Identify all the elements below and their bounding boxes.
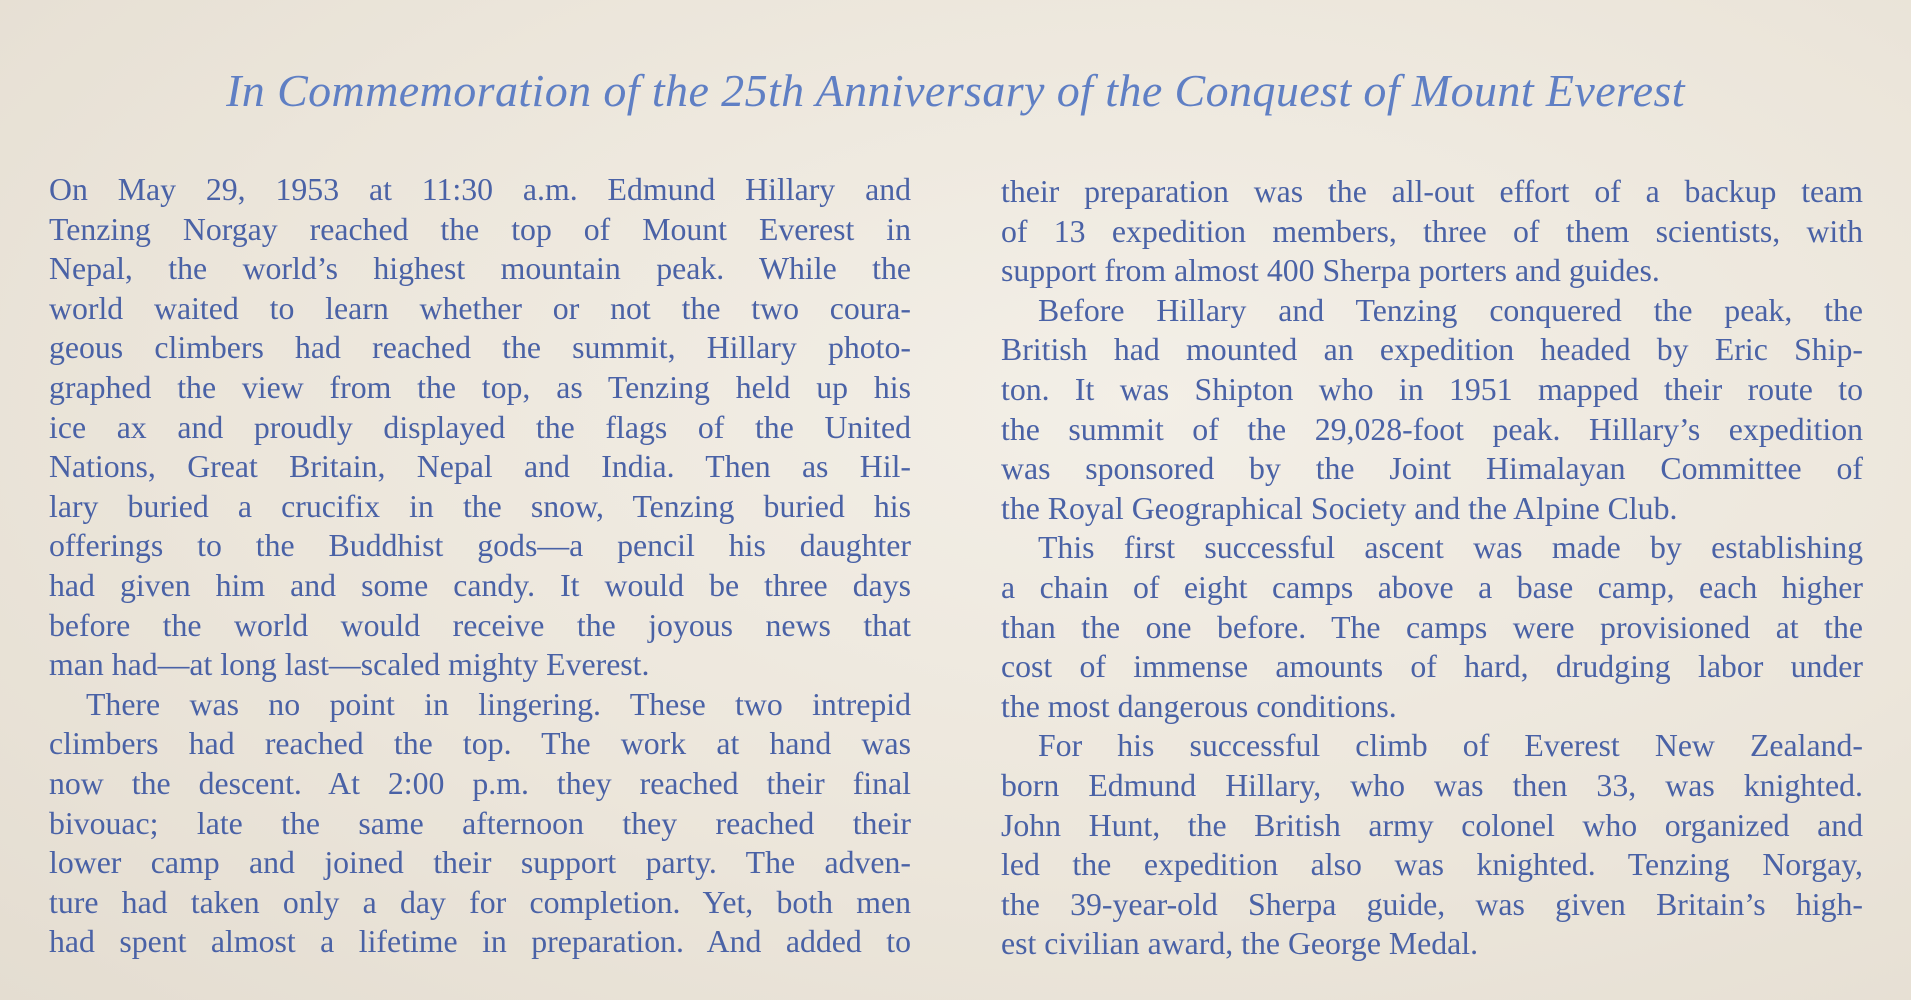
text-line: led the expedition also was knighted. Tenzing Norgay,	[1001, 847, 1863, 883]
text-line: had spent almost a lifetime in preparation. And added to	[49, 924, 911, 960]
text-line: lary buried a crucifix in the snow, Tenzing buried his	[49, 488, 911, 524]
text-line: bivouac; late the same afternoon they reached their	[49, 805, 911, 841]
text-line: Nations, Great Britain, Nepal and India. Then as Hil-	[49, 449, 911, 485]
text-line: the 39-year-old Sherpa guide, was given Britain’s high-	[1001, 886, 1863, 922]
text-line: than the one before. The camps were provisioned at the	[1001, 609, 1863, 645]
text-line: ice ax and proudly displayed the flags of the United	[49, 409, 911, 445]
text-line: This first successful ascent was made by establishing	[1038, 530, 1863, 566]
text-line: British had mounted an expedition headed by Eric Ship-	[1001, 332, 1863, 368]
text-line: support from almost 400 Sherpa porters and guides.	[1001, 253, 1660, 289]
page-title: In Commemoration of the 25th Anniversary of the Conquest of Mount Everest	[226, 65, 1685, 116]
text-line: cost of immense amounts of hard, drudging labor under	[1001, 649, 1863, 685]
text-line: ture had taken only a day for completion. Yet, both men	[49, 884, 911, 920]
text-line: of 13 expedition members, three of them scientists, with	[1001, 213, 1863, 249]
text-column-left	[49, 170, 911, 962]
text-line: man had—at long last—scaled mighty Everest.	[49, 647, 650, 683]
text-line: lower camp and joined their support party. The adven-	[49, 845, 911, 881]
text-line: Before Hillary and Tenzing conquered the peak, the	[1038, 292, 1863, 328]
text-line: graphed the view from the top, as Tenzing held up his	[49, 369, 911, 405]
text-line: before the world would receive the joyous news that	[49, 607, 911, 643]
text-column-right	[1001, 172, 1863, 964]
text-line: For his successful climb of Everest New Zealand-	[1038, 728, 1863, 764]
text-line: On May 29, 1953 at 11:30 a.m. Edmund Hillary and	[49, 172, 911, 207]
text-line: est civilian award, the George Medal.	[1001, 926, 1479, 962]
text-line: the Royal Geographical Society and the Alpine Club.	[1001, 490, 1678, 526]
text-line: the most dangerous conditions.	[1001, 688, 1397, 724]
text-line: their preparation was the all-out effort of a backup team	[1001, 174, 1863, 209]
text-line: world waited to learn whether or not the two coura-	[49, 290, 911, 326]
text-line: the summit of the 29,028-foot peak. Hillary’s expedition	[1001, 411, 1863, 447]
text-line: ton. It was Shipton who in 1951 mapped their route to	[1001, 371, 1863, 407]
text-line: offerings to the Buddhist gods—a pencil his daughter	[49, 528, 911, 564]
text-line: was sponsored by the Joint Himalayan Committee of	[1001, 451, 1863, 487]
text-line: Nepal, the world’s highest mountain peak. While the	[49, 251, 911, 287]
text-line: There was no point in lingering. These two intrepid	[86, 686, 911, 722]
text-line: climbers had reached the top. The work at hand was	[49, 726, 911, 762]
text-line: had given him and some candy. It would be three days	[49, 567, 911, 603]
text-line: John Hunt, the British army colonel who organized and	[1001, 807, 1863, 843]
text-line: geous climbers had reached the summit, Hillary photo-	[49, 330, 911, 366]
text-line: a chain of eight camps above a base camp, each higher	[1001, 569, 1863, 605]
text-line: now the descent. At 2:00 p.m. they reached their final	[49, 765, 911, 801]
text-line: Tenzing Norgay reached the top of Mount Everest in	[49, 211, 911, 247]
text-line: born Edmund Hillary, who was then 33, was knighted.	[1001, 767, 1863, 803]
